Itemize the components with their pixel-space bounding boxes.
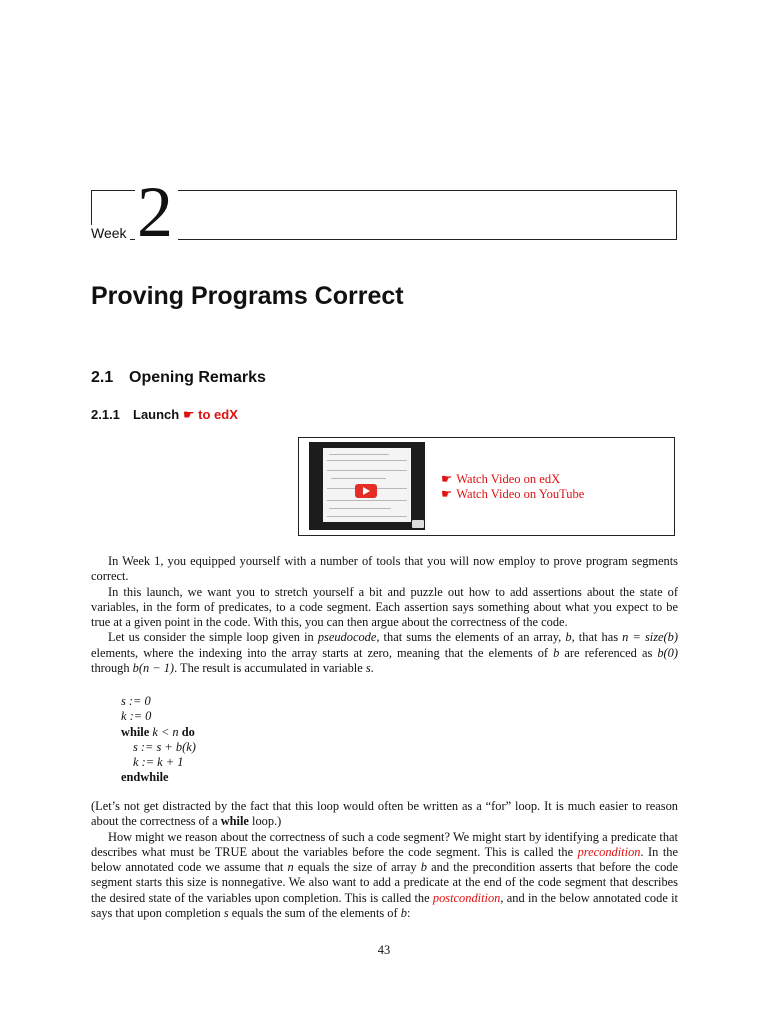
subsection-number: 2.1.1	[91, 407, 120, 422]
video-thumbnail[interactable]	[309, 442, 425, 530]
pointing-hand-icon: ☛	[182, 407, 195, 422]
youtube-logo-icon	[412, 520, 424, 528]
precondition-term[interactable]: precondition	[577, 844, 641, 859]
pointing-hand-icon: ☛	[441, 472, 453, 486]
paragraph-4: (Let’s not get distracted by the fact that this loop would often be written as a “for” loop. It is much easier to reason about the correctness of a while loop.)	[91, 799, 678, 829]
code-line: k := 0	[121, 709, 152, 724]
launch-edx-link[interactable]	[183, 407, 238, 422]
page-number: 43	[377, 943, 391, 957]
video-links	[441, 472, 584, 502]
launch-edx-link-label: to edX	[198, 407, 238, 422]
chapter-frame	[91, 190, 677, 240]
code-line: k := k + 1	[133, 755, 184, 770]
code-line-endwhile: endwhile	[121, 770, 169, 785]
body-text-reasoning	[91, 799, 678, 921]
week-label: Week	[91, 225, 130, 241]
section-title: Opening Remarks	[129, 369, 266, 386]
code-line-while: while k < n do	[121, 724, 195, 739]
subsection-heading	[91, 407, 238, 423]
week-number: 2	[137, 172, 173, 252]
code-line: s := s + b(k)	[133, 739, 196, 754]
section-number: 2.1	[91, 369, 114, 386]
watch-video-edx-link[interactable]	[441, 472, 584, 487]
chapter-title: Proving Programs Correct	[91, 282, 404, 310]
paragraph-2: In this launch, we want you to stretch yourself a bit and puzzle out how to add assertions about the state of variables, in the form of predicates, to a code segment. Each assertion says something about what you expect to be true at a given point in the code. With this, you can then argue about the correctness of the code.	[91, 584, 678, 630]
pseudocode-term: pseudocode	[317, 630, 377, 645]
section-heading	[91, 368, 266, 388]
math-n-size-b: n = size(b)	[622, 630, 678, 645]
watch-video-youtube-label: Watch Video on YouTube	[456, 487, 585, 501]
youtube-play-icon[interactable]	[355, 484, 377, 498]
paragraph-1: In Week 1, you equipped yourself with a number of tools that you will now employ to prove program segments correct.	[91, 554, 678, 584]
paragraph-5: How might we reason about the correctness of such a code segment? We might start by identifying a predicate that describes what must be TRUE about the variables before the code segment. This is called the precondition. In the below annotated code we assume that n equals the size of array b and the precondition asserts that before the code segment starts this size is nonnegative. We also want to add a predicate at the end of the code segment that describes the desired state of the variables upon completion. This is called the postcondition, and in the below annotated code it says that upon completion s equals the sum of the elements of b:	[91, 829, 679, 921]
paragraph-3: Let us consider the simple loop given in pseudocode, that sums the elements of an array, b, that has n = size(b) elements, where the indexing into the array starts at zero, meaning that the elements of b are referenced as b(0) through b(n − 1). The result is accumulated in variable s.	[91, 630, 678, 676]
math-bn1: b(n − 1)	[132, 661, 175, 676]
postcondition-term[interactable]: postcondition	[432, 890, 501, 905]
code-line: s := 0	[121, 694, 151, 708]
video-box	[298, 437, 675, 536]
watch-video-youtube-link[interactable]	[441, 487, 584, 502]
subsection-title: Launch	[133, 407, 180, 422]
body-text-intro	[91, 554, 678, 676]
watch-video-edx-label: Watch Video on edX	[456, 472, 561, 486]
pseudocode-block	[121, 694, 196, 786]
math-b0: b(0)	[657, 645, 678, 660]
pointing-hand-icon: ☛	[441, 487, 453, 501]
